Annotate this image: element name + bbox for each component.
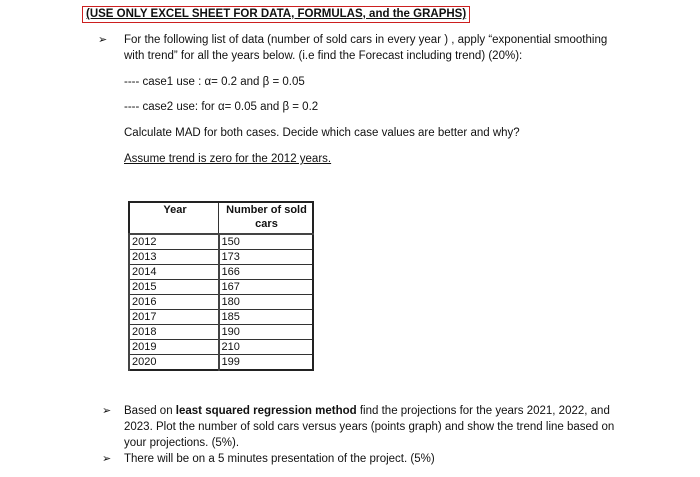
year-cell: 2013 bbox=[129, 250, 219, 265]
task2-line1 bbox=[124, 403, 610, 419]
trend-assumption: Assume trend is zero for the 2012 years. bbox=[124, 153, 332, 165]
task2-line3: your projections. (5%). bbox=[124, 437, 240, 449]
task2-line1-rest: find the projections for the years 2021, 2022, and bbox=[356, 405, 610, 417]
table-row bbox=[129, 234, 313, 250]
table-row bbox=[129, 295, 313, 310]
cars-cell: 199 bbox=[219, 355, 314, 371]
cars-cell: 190 bbox=[219, 325, 314, 340]
table-row bbox=[129, 250, 313, 265]
cars-cell: 185 bbox=[219, 310, 314, 325]
year-cell: 2012 bbox=[129, 234, 219, 250]
table-row bbox=[129, 340, 313, 355]
year-cell: 2018 bbox=[129, 325, 219, 340]
year-cell: 2015 bbox=[129, 280, 219, 295]
regression-method-label: least squared regression method bbox=[175, 405, 357, 417]
table-row bbox=[129, 310, 313, 325]
mad-instruction: Calculate MAD for both cases. Decide which case values are better and why? bbox=[124, 127, 520, 139]
bullet-arrow-icon: ➢ bbox=[102, 405, 112, 417]
year-header: Year bbox=[129, 202, 219, 234]
sold-cars-header: Number of sold cars bbox=[219, 202, 314, 234]
cars-cell: 173 bbox=[219, 250, 314, 265]
task2-prefix: Based on bbox=[124, 405, 176, 417]
table-row bbox=[129, 265, 313, 280]
bullet-arrow-icon: ➢ bbox=[102, 453, 112, 465]
cars-cell: 150 bbox=[219, 234, 314, 250]
case1-params: ---- case1 use : α= 0.2 and β = 0.05 bbox=[124, 76, 305, 88]
bullet-arrow-icon: ➢ bbox=[98, 34, 108, 46]
cars-cell: 167 bbox=[219, 280, 314, 295]
task2-line2: 2023. Plot the number of sold cars versus years (points graph) and show the trend line based on bbox=[124, 421, 615, 433]
case2-params: ---- case2 use: for α= 0.05 and β = 0.2 bbox=[124, 101, 319, 113]
task3-line1: There will be on a 5 minutes presentation of the project. (5%) bbox=[124, 453, 435, 465]
task1-line2: with trend” for all the years below. (i.e find the Forecast including trend) (20%): bbox=[124, 50, 523, 62]
cars-cell: 210 bbox=[219, 340, 314, 355]
task1-line1: For the following list of data (number of sold cars in every year ) , apply “exponential smoothing bbox=[124, 34, 608, 46]
cars-cell: 180 bbox=[219, 295, 314, 310]
year-cell: 2014 bbox=[129, 265, 219, 280]
table-row bbox=[129, 280, 313, 295]
table-row bbox=[129, 355, 313, 371]
sold-cars-table bbox=[128, 201, 314, 371]
year-cell: 2019 bbox=[129, 340, 219, 355]
year-cell: 2020 bbox=[129, 355, 219, 371]
table-row bbox=[129, 325, 313, 340]
instructions-header: (USE ONLY EXCEL SHEET FOR DATA, FORMULAS, and the GRAPHS) bbox=[82, 6, 470, 23]
year-cell: 2017 bbox=[129, 310, 219, 325]
year-cell: 2016 bbox=[129, 295, 219, 310]
cars-cell: 166 bbox=[219, 265, 314, 280]
